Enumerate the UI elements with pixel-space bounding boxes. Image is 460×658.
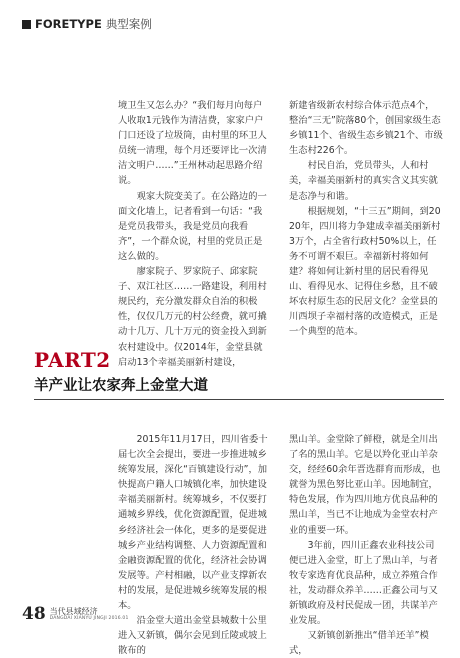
paragraph: 村民自治，党员带头，人和村美，幸福美丽新村的真实含义其实就是态净与和谐。 (289, 160, 438, 202)
part-number: PART2 (34, 348, 111, 372)
text-column-upper-left (118, 98, 270, 370)
paragraph: 新建省级新农村综合体示范点4个，整治“三无”院落80个，创国家级生态乡镇11个、省级生态乡镇21个、市级生态村226个。 (289, 100, 443, 157)
section-header (22, 16, 152, 32)
paragraph: 黑山羊。金堂除了鲜橙，就是全川出了名的黑山羊。它是以羚化亚山羊杂交，经经60余年晋选群育而形成，也就誉为黑色努比亚山羊。因地制宜，特色发展，作为四川地方优良品种的黑山羊，当已不让地成为金堂农村产业的重要一环。 (289, 434, 441, 536)
text-column-lower-left (118, 432, 270, 658)
text-column-upper-right (289, 98, 443, 340)
header-tag: 典型案例 (105, 17, 152, 31)
page-footer (22, 606, 129, 622)
paragraph: 境卫生又怎么办？“我们每月向每户人收取1元钱作为清洁费，家家户户门口还设了垃圾筒，由村里的环卫人员统一清理，每个月还要评比一次清洁文明户……”王州林动起思路介绍说。 (118, 100, 267, 187)
header-brand: FORETYPE (35, 17, 102, 31)
paragraph: 3年前，四川正鑫农业科技公司便已进入金堂，盯上了黑山羊，与者牧专家选育优良品种，成立养殖合作社，发动群众养羊……正鑫公司与又新镇政府及村民促成一团，共谋羊产业发展。 (289, 539, 438, 627)
magazine-name-cn: 当代县域经济 (49, 607, 98, 616)
paragraph: 2015年11月17日，四川省委十届七次全会提出，要进一步推进城乡统筹发展，深化“百镇建设行动”，加快提高户籍人口城镇化率，加快建设幸福美丽新村。统筹城乡，不仅要打通城乡界线，优化资源配置，促进城乡经济社会一体化，更多的是要促进城乡产业结构调整、人力资源配置和金融资源配置的优化，经济社会协调发展等。产村相融，以产业支撑新农村的发展，是促进城乡统筹发展的根本。 (118, 434, 268, 612)
text-column-lower-right (289, 432, 443, 658)
part-divider (34, 399, 444, 400)
magazine-name-en: DANGDAI XIANYU JINGJI 2016.01 (49, 616, 129, 621)
page-number: 48 (22, 604, 46, 624)
magazine-name (50, 607, 129, 622)
paragraph: 观家大院变美了。在公路边的一面文化墙上，记者看到一句话：“我是党员我带头，我是党员向我看齐”，一个群众说，村里的党员正是这么做的。 (118, 190, 267, 262)
paragraph: 沿金堂大道出金堂县城数十公里进入又新镇，偶尔会见到丘陵或坡上散布的 (118, 615, 267, 657)
paragraph: 又新镇创新推出“借羊还羊”模式， (289, 630, 429, 657)
paragraph: 廖家院子、罗家院子、邱家院子、双江社区……一路建设，利用村规民约，充分激发群众自治的积极性，仅仅几万元的村公经费，就可撬动十几万、几十万元的资金投入到新农村建设中。仅2014年，金堂县就启动13个幸福美丽新村建设， (118, 266, 267, 368)
square-bullet-icon (22, 20, 31, 29)
part-title: 羊产业让农家奔上金堂大道 (34, 378, 208, 394)
paragraph: 根据规划，“十三五”期间，到2020年，四川将力争建成幸福美丽新村3万个，占全省行政村50%以上，任务不可谓不艰巨。幸福新村将如何建？将如何让新村里的居民看得见山、看得见水、记得住乡愁，且不破坏农村原生态的民居文化？金堂县的川西坝子幸福村落的改造模式，正是一个典型的范本。 (289, 205, 441, 338)
